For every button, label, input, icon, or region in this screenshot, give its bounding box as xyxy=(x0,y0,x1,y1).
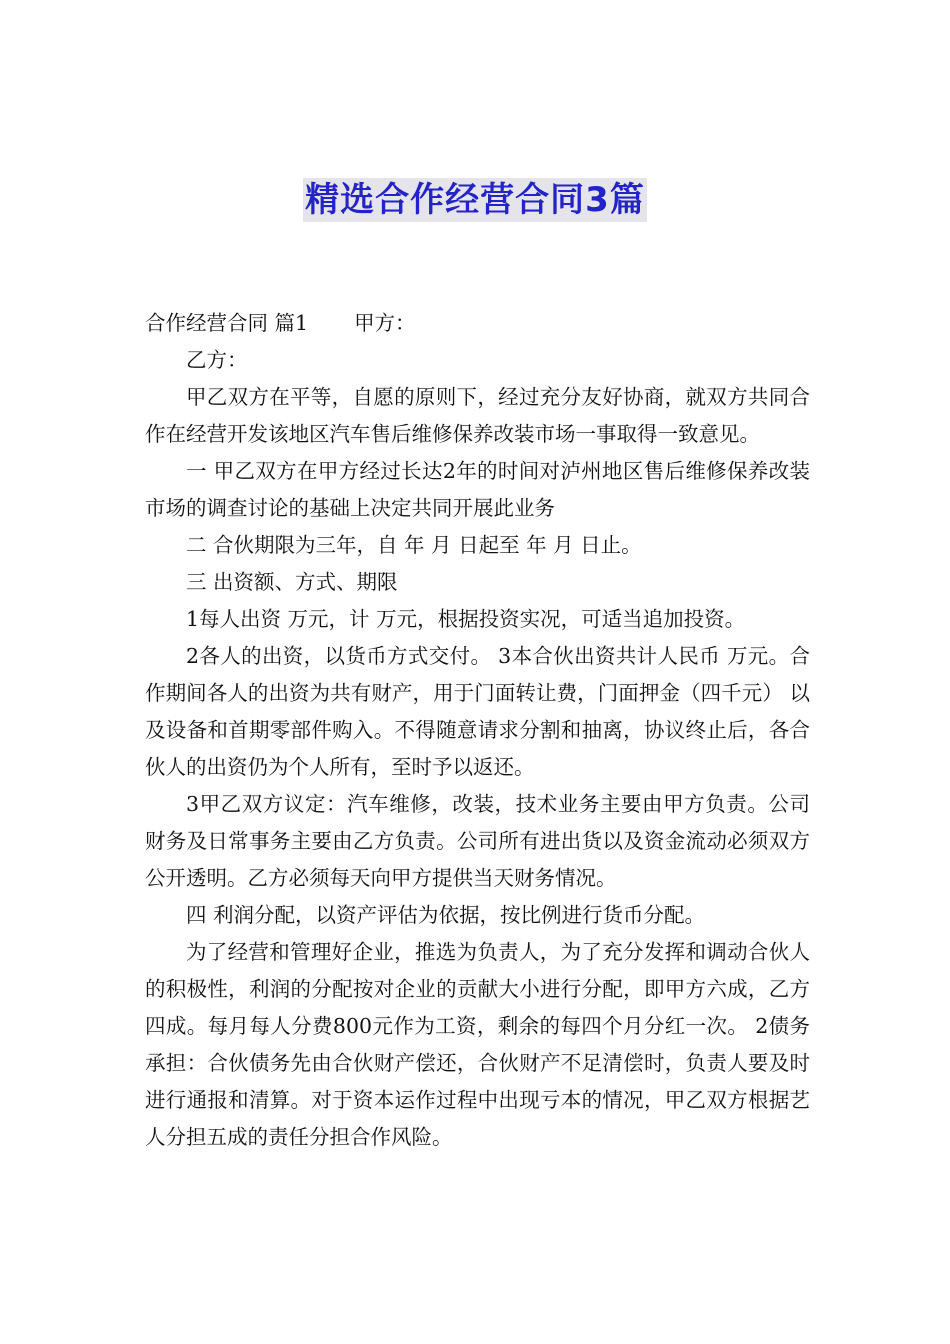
paragraph-clause-1: 一 甲乙双方在甲方经过长达2年的时间对泸州地区售后维修保养改装市场的调查讨论的基础上决定共同开展此业务 xyxy=(145,459,810,520)
paragraph-clause-3: 三 出资额、方式、期限 xyxy=(186,570,398,594)
contract-heading: 合作经营合同 篇1 xyxy=(145,311,309,335)
paragraph-clause-4: 四 利润分配，以资产评估为依据，按比例进行货币分配。 xyxy=(186,903,706,927)
document-title: 精选合作经营合同3篇 xyxy=(305,180,645,220)
document-body xyxy=(145,305,810,1156)
paragraph-investment-1: 1每人出资 万元，计 万元，根据投资实况，可适当追加投资。 xyxy=(186,607,746,631)
party-a-label: 甲方： xyxy=(354,311,416,335)
paragraph-responsibilities: 3甲乙双方议定：汽车维修，改装，技术业务主要由甲方负责。公司财务及日常事务主要由乙方负责。公司所有进出货以及资金流动必须双方公开透明。乙方必须每天向甲方提供当天财务情况。 xyxy=(145,792,810,890)
title-container xyxy=(0,178,950,222)
paragraph-profit-distribution: 为了经营和管理好企业，推选为负责人，为了充分发挥和调动合伙人的积极性，利润的分配按对企业的贡献大小进行分配，即甲方六成，乙方四成。每月每人分费800元作为工资，剩余的每四个月分红一次。 2债务承担：合伙债务先由合伙财产偿还，合伙财产不足清偿时，负责人要及时进行通报和清算。对于资本运作过程中出现亏本的情况，甲乙双方根据艺人分担五成的责任分担合作风险。 xyxy=(145,940,810,1149)
paragraph-clause-2: 二 合伙期限为三年，自 年 月 日起至 年 月 日止。 xyxy=(186,533,642,557)
paragraph-investment-2: 2各人的出资，以货币方式交付。 3本合伙出资共计人民币 万元。合作期间各人的出资为共有财产，用于门面转让费，门面押金（四千元） 以及设备和首期零部件购入。不得随意请求分割和抽离，协议终止后，各合伙人的出资仍为个人所有，至时予以返还。 xyxy=(145,644,810,779)
contract-heading-line xyxy=(145,305,810,342)
paragraph-agreement: 甲乙双方在平等，自愿的原则下，经过充分友好协商，就双方共同合作在经营开发该地区汽车售后维修保养改装市场一事取得一致意见。 xyxy=(145,385,810,446)
party-b-label: 乙方： xyxy=(186,348,248,372)
